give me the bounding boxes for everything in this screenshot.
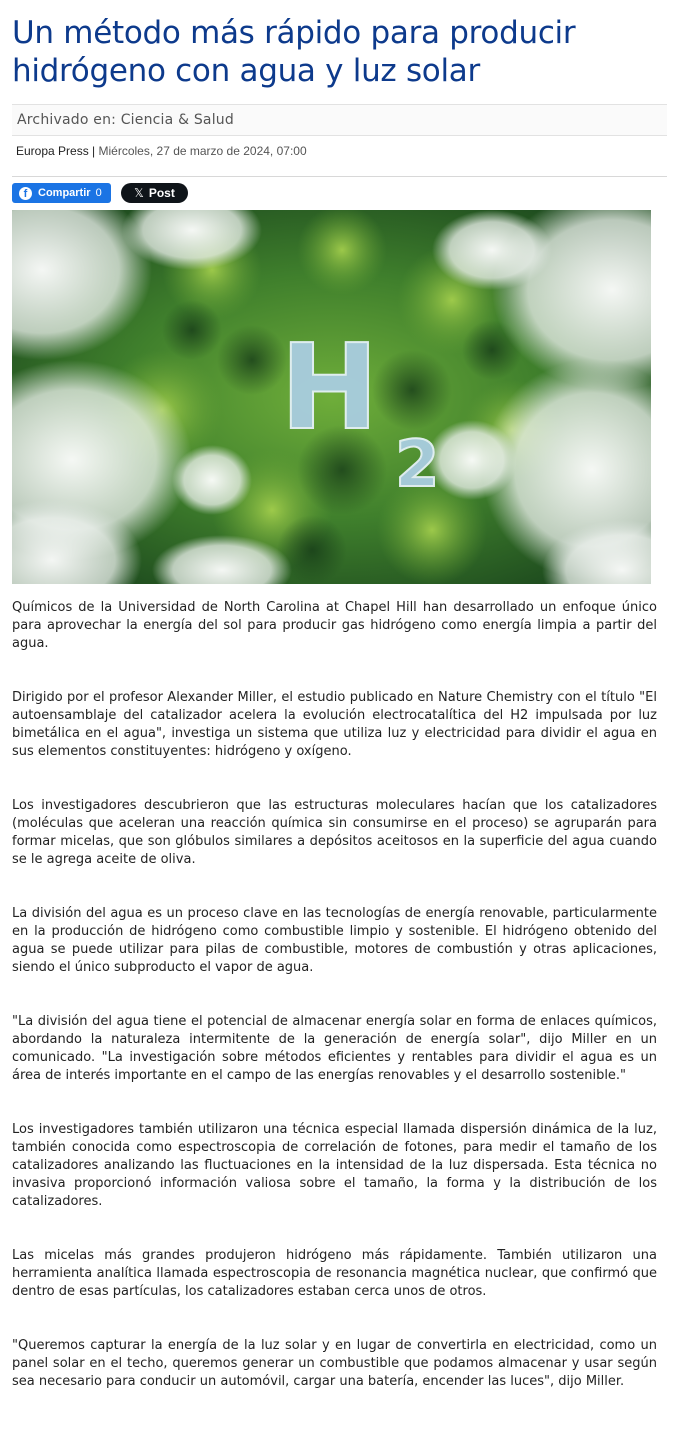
article-paragraph: "Queremos capturar la energía de la luz solar y en lugar de convertirla en electricidad, como un panel solar en el techo, queremos generar un combustible que podamos almacenar y usar según sea necesario para conducir un automóvil, cargar una batería, encender las luces", dijo Miller. <box>12 1338 657 1389</box>
article-body <box>12 599 657 1427</box>
article-paragraph: Los investigadores descubrieron que las estructuras moleculares hacían que los catalizadores (moléculas que aceleran una reacción química sin consumirse en el proceso) se agruparán para formar micelas, que son glóbulos similares a depósitos aceitosos en la superficie del agua cuando se le agrega aceite de oliva. <box>12 798 657 867</box>
byline-date: Miércoles, 27 de marzo de 2024, 07:00 <box>98 144 307 158</box>
facebook-icon: f <box>19 187 32 200</box>
archive-category: Archivado en: Ciencia & Salud <box>17 112 234 128</box>
article-paragraph: "La división del agua tiene el potencial de almacenar energía solar en forma de enlaces químicos, abordando la naturaleza intermitente de la generación de energía solar", dijo Miller en un comunicado. "La investigación sobre métodos eficientes y rentables para dividir el agua es un área de interés importante en el campo de las energías renovables y el desarrollo sostenible." <box>12 1014 657 1083</box>
facebook-share-button[interactable] <box>12 183 111 203</box>
hero-image <box>12 210 651 584</box>
x-post-button[interactable] <box>121 183 188 203</box>
byline-divider <box>12 176 667 177</box>
facebook-share-count: 0 <box>95 187 102 199</box>
article-paragraph: La división del agua es un proceso clave en las tecnologías de energía renovable, particularmente en la producción de hidrógeno como combustible limpio y sostenible. El hidrógeno obtenido del agua se puede utilizar para pilas de combustible, motores de combustión y otras aplicaciones, siendo el único subproducto el vapor de agua. <box>12 906 657 975</box>
lake-letter-h: H <box>280 318 379 456</box>
x-post-label: Post <box>148 186 175 200</box>
lake-subscript-2: 2 <box>395 428 440 502</box>
facebook-share-label: Compartir <box>38 187 91 199</box>
article-paragraph: Químicos de la Universidad de North Carolina at Chapel Hill han desarrollado un enfoque único para aprovechar la energía del sol para producir gas hidrógeno como energía limpia a partir del agua. <box>12 600 657 651</box>
byline-source: Europa Press <box>16 144 89 158</box>
x-icon: 𝕏 <box>134 186 144 200</box>
byline <box>16 144 307 158</box>
article-title: Un método más rápido para producir hidrógeno con agua y luz solar <box>12 15 576 89</box>
hydrogen-forest-illustration <box>12 210 651 584</box>
archive-bar <box>12 104 667 136</box>
byline-separator: | <box>88 144 99 158</box>
article-paragraph: Los investigadores también utilizaron una técnica especial llamada dispersión dinámica de la luz, también conocida como espectroscopia de correlación de fotones, para medir el tamaño de los catalizadores analizando las fluctuaciones en la intensidad de la luz dispersada. Esta técnica no invasiva proporcionó información valiosa sobre el tamaño, la forma y la distribución de los catalizadores. <box>12 1122 657 1209</box>
article-paragraph: Dirigido por el profesor Alexander Miller, el estudio publicado en Nature Chemistry con el título "El autoensamblaje del catalizador acelera la evolución electrocatalítica del H2 impulsada por luz bimetálica en el agua", investiga un sistema que utiliza luz y electricidad para dividir el agua en sus elementos constituyentes: hidrógeno y oxígeno. <box>12 690 657 759</box>
article-paragraph: Las micelas más grandes produjeron hidrógeno más rápidamente. También utilizaron una herramienta analítica llamada espectroscopia de resonancia magnética nuclear, que confirmó que dentro de esas partículas, los catalizadores estaban cerca unos de otros. <box>12 1248 657 1299</box>
